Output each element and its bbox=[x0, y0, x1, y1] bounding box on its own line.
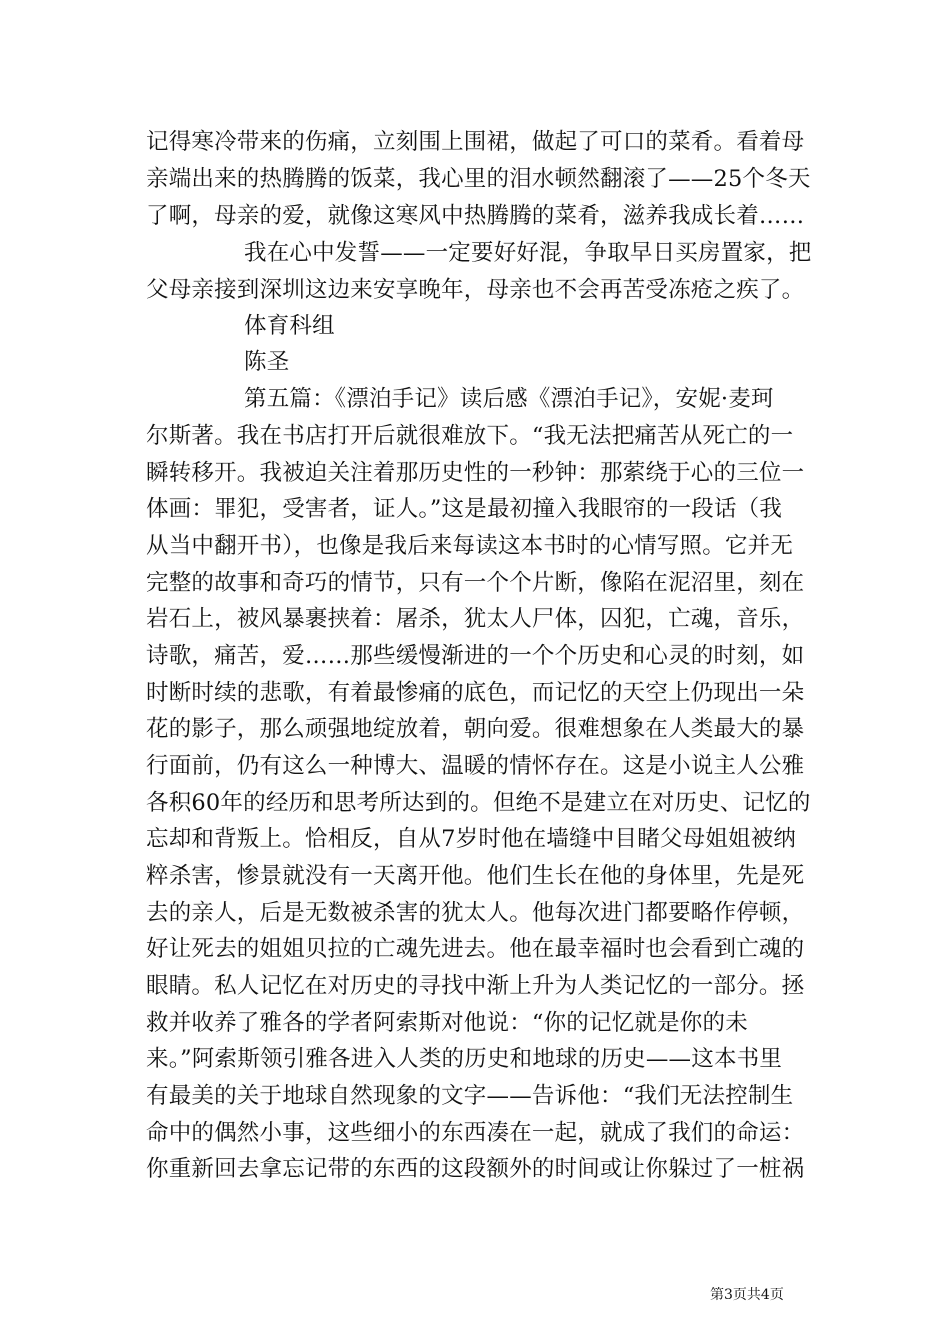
text-line: 行面前，仍有这么一种博大、温暖的情怀存在。这是小说主人公雅 bbox=[146, 753, 805, 779]
text-line: 父母亲接到深圳这边来安享晚年，母亲也不会再苦受冻疮之疾了。 bbox=[146, 277, 805, 303]
text-line: 诗歌，痛苦，爱……那些缓慢渐进的一个个历史和心灵的时刻，如 bbox=[146, 643, 805, 669]
department-line: 体育科组 bbox=[244, 313, 335, 339]
section-heading-line: 第五篇：《漂泊手记》读后感《漂泊手记》，安妮·麦珂 bbox=[244, 386, 774, 412]
text-line: 来。”阿索斯领引雅各进入人类的历史和地球的历史——这本书里 bbox=[146, 1046, 783, 1072]
text-line: 尔斯著。我在书店打开后就很难放下。“我无法把痛苦从死亡的一 bbox=[146, 423, 794, 449]
text-line: 你重新回去拿忘记带的东西的这段额外的时间或让你躲过了一桩祸 bbox=[146, 1156, 805, 1182]
text-line: 有最美的关于地球自然现象的文字——告诉他：“我们无法控制生 bbox=[146, 1083, 794, 1109]
text-line: 亲端出来的热腾腾的饭菜，我心里的泪水顿然翻滚了——25个冬天 bbox=[146, 166, 811, 192]
text-line: 花的影子，那么顽强地绽放着，朝向爱。很难想象在人类最大的暴 bbox=[146, 716, 805, 742]
text-line: 好让死去的姐姐贝拉的亡魂先进去。他在最幸福时也会看到亡魂的 bbox=[146, 936, 805, 962]
text-line: 各积60年的经历和思考所达到的。但绝不是建立在对历史、记忆的 bbox=[146, 790, 811, 816]
text-line: 命中的偶然小事，这些细小的东西凑在一起，就成了我们的命运： bbox=[146, 1120, 805, 1146]
text-line: 时断时续的悲歌，有着最惨痛的底色，而记忆的天空上仍现出一朵 bbox=[146, 680, 805, 706]
text-line: 我在心中发誓——一定要好好混，争取早日买房置家，把 bbox=[244, 240, 812, 266]
text-line: 救并收养了雅各的学者阿索斯对他说：“你的记忆就是你的未 bbox=[146, 1010, 748, 1036]
text-line: 从当中翻开书），也像是我后来每读这本书时的心情写照。它并无 bbox=[146, 533, 794, 559]
text-line: 记得寒冷带来的伤痛，立刻围上围裙，做起了可口的菜肴。看着母 bbox=[146, 129, 805, 155]
text-line: 眼睛。私人记忆在对历史的寻找中渐上升为人类记忆的一部分。拯 bbox=[146, 973, 805, 999]
text-line: 瞬转移开。我被迫关注着那历史性的一秒钟：那萦绕于心的三位一 bbox=[146, 460, 805, 486]
author-line: 陈圣 bbox=[244, 349, 290, 375]
text-line: 体画：罪犯，受害者，证人。”这是最初撞入我眼帘的一段话（我 bbox=[146, 496, 783, 522]
text-line: 岩石上，被风暴裹挟着：屠杀，犹太人尸体，囚犯，亡魂，音乐， bbox=[146, 606, 805, 632]
text-line: 忘却和背叛上。恰相反，自从7岁时他在墙缝中目睹父母姐姐被纳 bbox=[146, 826, 797, 852]
text-line: 去的亲人，后是无数被杀害的犹太人。他每次进门都要略作停顿， bbox=[146, 900, 805, 926]
text-line: 完整的故事和奇巧的情节，只有一个个片断，像陷在泥沼里，刻在 bbox=[146, 570, 805, 596]
text-line: 了啊，母亲的爱，就像这寒风中热腾腾的菜肴，滋养我成长着…… bbox=[146, 203, 805, 229]
page-number-footer: 第3页共4页 bbox=[710, 1287, 784, 1303]
text-line: 粹杀害，惨景就没有一天离开他。他们生长在他的身体里，先是死 bbox=[146, 863, 805, 889]
